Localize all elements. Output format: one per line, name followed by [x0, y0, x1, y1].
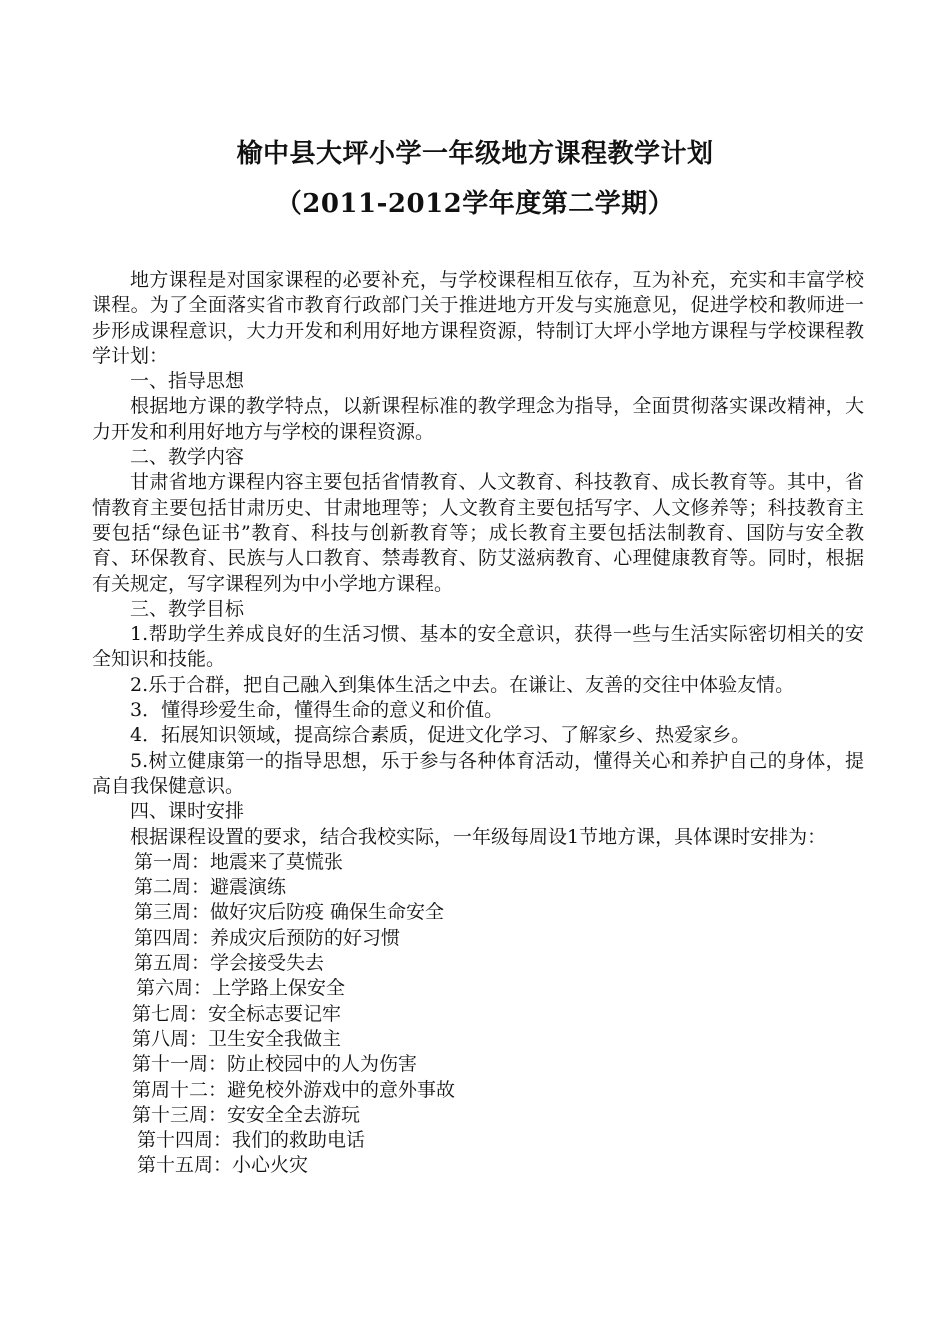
schedule-item: 第十一周：防止校园中的人为伤害 [132, 1053, 418, 1076]
schedule-item: 第十五周：小心火灾 [137, 1154, 309, 1177]
section-paragraph: 甘肃省地方课程内容主要包括省情教育、人文教育、科技教育、成长教育等。其中，省情教育主要包括甘肃历史、甘肃地理等；人文教育主要包括写字、人文修养等；科技教育主要包括“绿色证书”教育、科技与创新教育等；成长教育主要包括法制教育、国防与安全教育、环保教育、民族与人口教育、禁毒教育、防艾滋病教育、心理健康教育等。同时，根据有关规定，写字课程列为中小学地方课程。 [92, 471, 864, 595]
section-heading: 四、课时安排 [130, 800, 245, 823]
goal-item: 4．拓展知识领域，提高综合素质，促进文化学习、了解家乡、热爱家乡。 [130, 724, 751, 747]
schedule-item: 第十四周：我们的救助电话 [137, 1129, 366, 1152]
intro-paragraph: 地方课程是对国家课程的必要补充，与学校课程相互依存，互为补充，充实和丰富学校课程。为了全面落实省市教育行政部门关于推进地方开发与实施意见，促进学校和教师进一步形成课程意识，大力开发和利用好地方课程资源，特制订大坪小学地方课程与学校课程教学计划： [92, 269, 864, 367]
document-body [92, 268, 864, 1179]
goal-item: 2.乐于合群，把自己融入到集体生活之中去。在谦让、友善的交往中体验友情。 [130, 673, 795, 696]
goal-item: 3．懂得珍爱生命，懂得生命的意义和价值。 [130, 699, 504, 722]
section-heading: 一、指导思想 [130, 370, 245, 393]
document-title: 榆中县大坪小学一年级地方课程教学计划 [236, 139, 714, 169]
schedule-item: 第一周：地震来了莫慌张 [134, 850, 344, 873]
section-heading: 三、教学目标 [130, 597, 245, 620]
schedule-item: 第八周：卫生安全我做主 [132, 1027, 342, 1050]
schedule-item: 第二周：避震演练 [134, 876, 287, 899]
schedule-item: 第十三周：安安全全去游玩 [132, 1103, 361, 1126]
goal-item: 5.树立健康第一的指导思想，乐于参与各种体育活动，懂得关心和养护自己的身体，提高自我保健意识。 [92, 749, 864, 797]
section-paragraph: 根据课程设置的要求，结合我校实际，一年级每周设1节地方课，具体课时安排为： [130, 825, 827, 848]
schedule-item: 第三周：做好灾后防疫 确保生命安全 [134, 901, 445, 924]
goal-item: 1.帮助学生养成良好的生活习惯、基本的安全意识，获得一些与生活实际密切相关的安全知识和技能。 [92, 623, 864, 671]
schedule-item: 第七周：安全标志要记牢 [132, 1002, 342, 1025]
schedule-item: 第六周：上学路上保安全 [136, 977, 346, 1000]
schedule-item: 第四周：养成灾后预防的好习惯 [134, 926, 401, 949]
schedule-item: 第五周：学会接受失去 [134, 952, 325, 975]
schedule-item: 第周十二：避免校外游戏中的意外事故 [132, 1078, 456, 1101]
section-paragraph: 根据地方课的教学特点，以新课程标准的教学理念为指导，全面贯彻落实课改精神，大力开发和利用好地方与学校的课程资源。 [92, 395, 864, 443]
section-heading: 二、教学内容 [130, 446, 245, 469]
document-subtitle: （2011-2012学年度第二学期） [275, 189, 675, 219]
